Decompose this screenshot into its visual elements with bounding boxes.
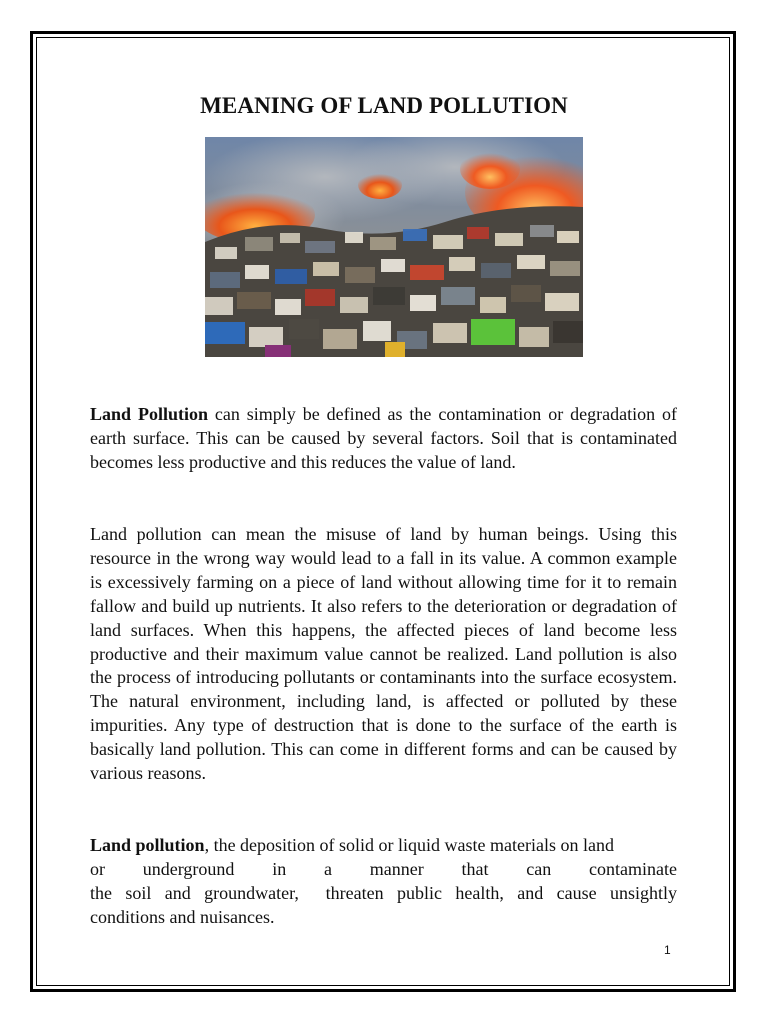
- paragraph-deposition-line-1: [90, 834, 677, 858]
- paragraph-deposition-line-3-text: the soil and groundwater, threaten public health, and cause unsightly: [90, 882, 677, 903]
- paragraph-misuse: [90, 523, 677, 786]
- term-land-pollution: Land Pollution: [90, 404, 208, 424]
- page-number: 1: [664, 943, 671, 957]
- word: or: [90, 858, 105, 879]
- word: in: [272, 858, 287, 879]
- paragraph-deposition-line-2: [90, 858, 677, 882]
- paragraph-deposition-line-4: conditions and nuisances.: [90, 906, 275, 927]
- paragraph-deposition-line-3: [90, 882, 677, 906]
- paragraph-deposition-line-1-text: , the deposition of solid or liquid waste materials on land: [204, 835, 614, 855]
- paragraph-definition-text: can simply be defined as the contamination or degradation of earth surface. This can be caused by several factors. Soil that is contaminated becomes less productive and this reduces the value of land.: [90, 404, 678, 472]
- paragraph-definition: [90, 403, 677, 475]
- word: that: [461, 858, 489, 879]
- page-title: MEANING OF LAND POLLUTION: [200, 93, 568, 118]
- paragraph-misuse-text: Land pollution can mean the misuse of land by human beings. Using this resource in the wrong way would lead to a fall in its value. A common example is excessively farming on a piece of land without allowing time for it to remain fallow and build up nutrients. It also refers to the deterioration or degradation of land surfaces. When this happens, the affected pieces of land become less productive and their maximum value cannot be realized. Land pollution is also the process of introducing pollutants or contaminants into the surface ecosystem. The natural environment, including land, is affected or polluted by these impurities. Any type of destruction that is done to the surface of the earth is basically land pollution. This can come in different forms and can be caused by various reasons.: [90, 524, 677, 784]
- word: manner: [369, 858, 424, 879]
- word: can: [526, 858, 552, 879]
- term-land-pollution-2: Land pollution: [90, 835, 205, 855]
- word: underground: [142, 858, 235, 879]
- word: contaminate: [589, 858, 677, 879]
- word: a: [323, 858, 332, 879]
- landfill-fire-image: [205, 137, 583, 357]
- paragraph-deposition: [90, 834, 677, 930]
